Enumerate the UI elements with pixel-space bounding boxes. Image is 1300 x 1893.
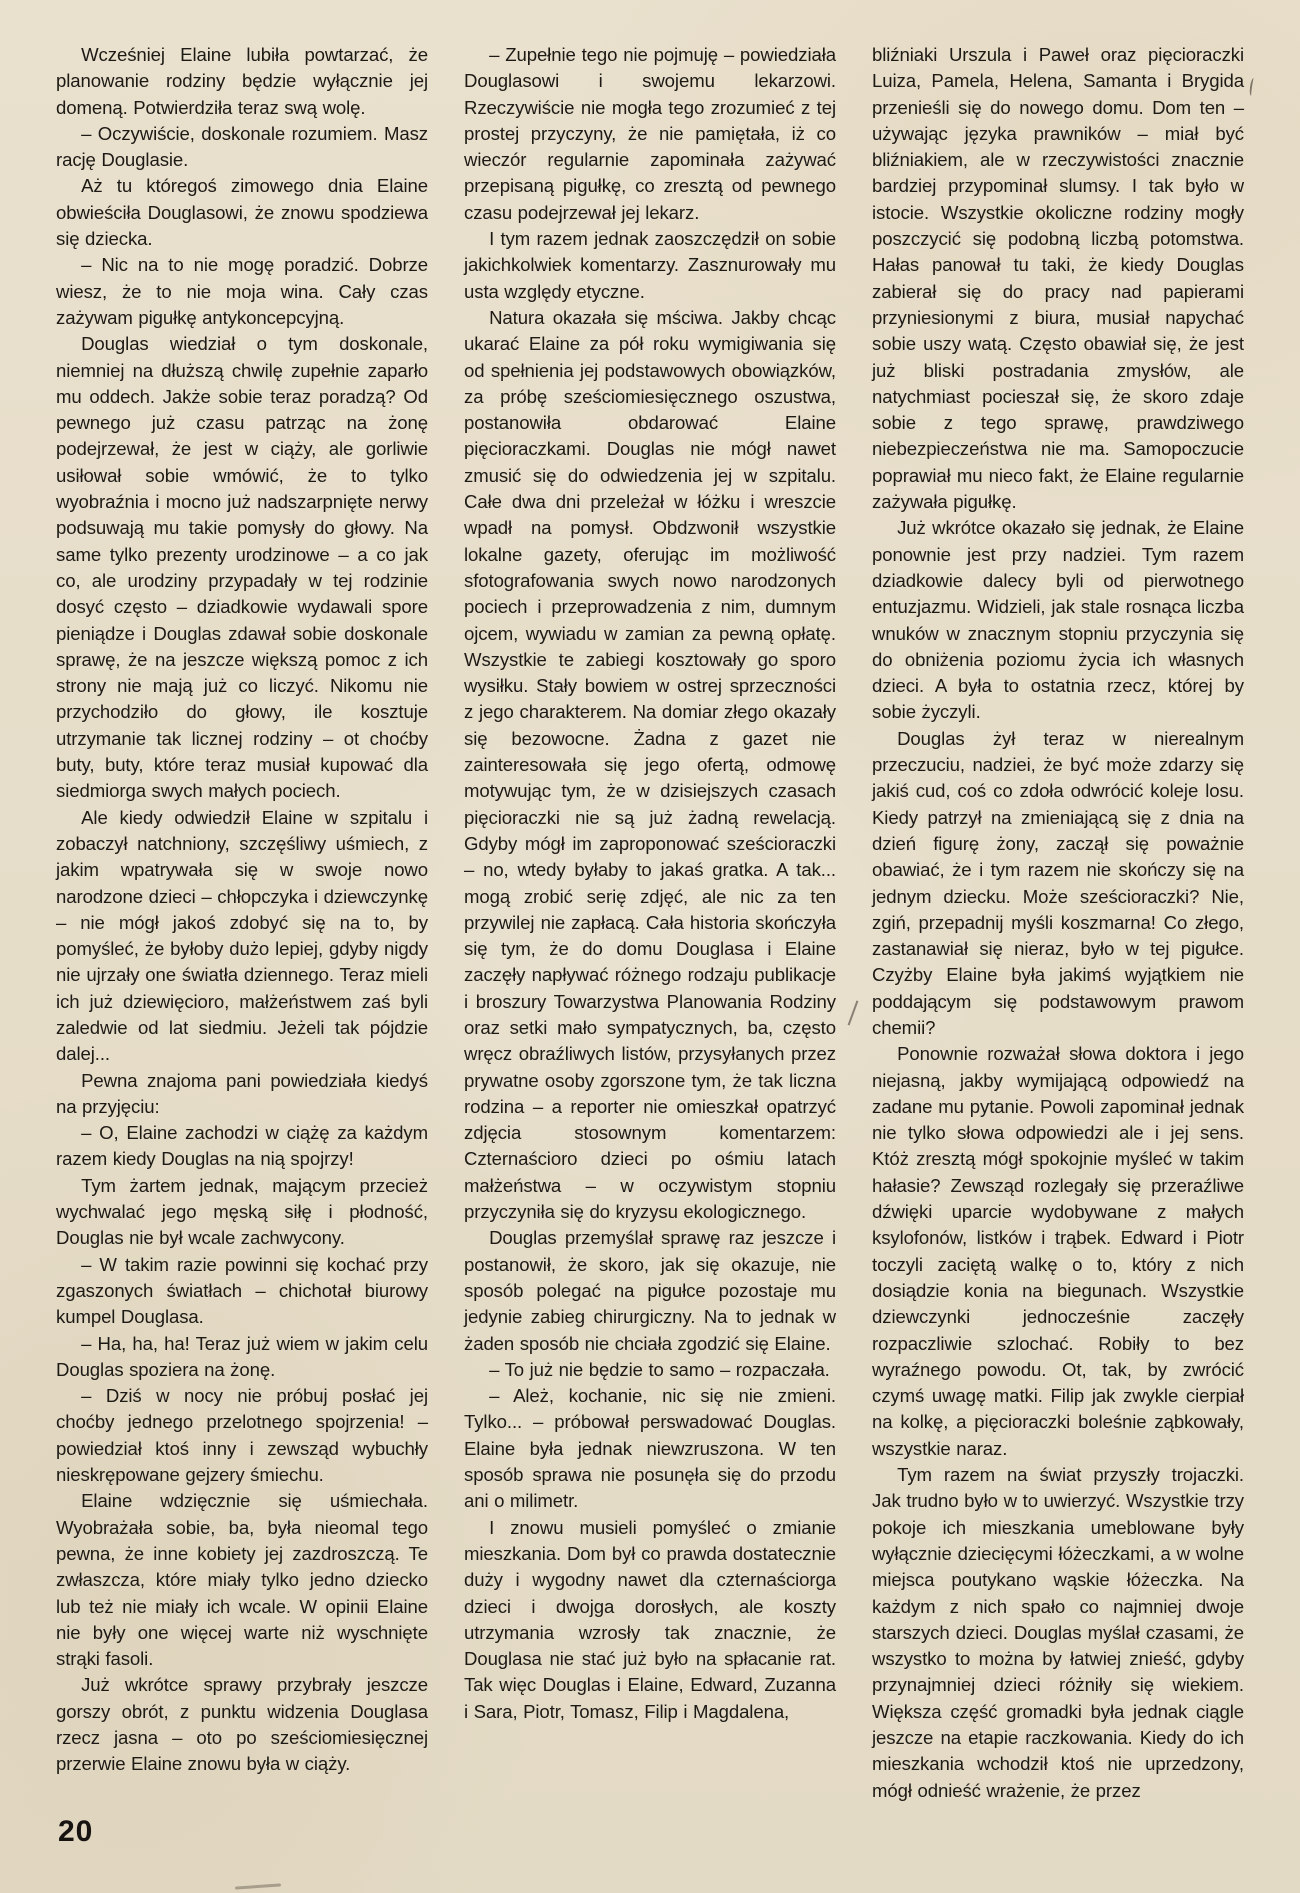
paragraph: – Zupełnie tego nie pojmuję – powiedziała Douglasowi i swojemu lekarzowi. Rzeczywiście nie mogła tego zrozumieć z tej prostej przyczyny, że nie pamiętała, iż co wieczór regularnie zapominała zażywać przepisaną pigułkę, co zresztą od pewnego czasu podejrzewał jej lekarz.	[464, 44, 836, 223]
text-columns	[56, 42, 1244, 1804]
paragraph: – Oczywiście, doskonale rozumiem. Masz rację Douglasie.	[56, 122, 428, 171]
paragraph: I znowu musieli pomyśleć o zmianie mieszkania. Dom był co prawda dostatecznie duży i wygodny nawet dla czternaściorga dzieci i dwojga dorosłych, ale koszty utrzymania wzrosły tak znacznie, że Douglasa nie stać już było na spłacanie rat. Tak więc Douglas i Elaine, Edward, Zuzanna i Sara, Piotr, Tomasz, Filip i Magdalena,	[464, 1516, 836, 1722]
text-column-1	[56, 42, 428, 1804]
paragraph: Tym razem na świat przyszły trojaczki. Jak trudno było w to uwierzyć. Wszystkie trzy pokoje ich mieszkania umeblowane były wyłącznie dziecięcymi łóżeczkami, a w wolne miejsca poutykano wąskie łóżeczka. Na każdym z nich spało co najmniej dwoje starszych dzieci. Douglas myślał czasami, że wszystko to można by łatwiej znieść, gdyby przynajmniej dzieci różniły się wiekiem. Większa część gromadki była jednak ciągle jeszcze na etapie raczkowania. Kiedy do ich mieszkania wchodził ktoś nie uprzedzony, mógł odnieść wrażenie, że przez	[872, 1464, 1244, 1801]
paragraph: – Nic na to nie mogę poradzić. Dobrze wiesz, że to nie moja wina. Cały czas zażywam pigułkę antykoncepcyjną.	[56, 254, 428, 328]
paragraph: Aż tu któregoś zimowego dnia Elaine obwieściła Douglasowi, że znowu spodziewa się dziecka.	[56, 175, 428, 250]
paragraph: – To już nie będzie to samo – rozpaczała.	[489, 1358, 830, 1380]
paragraph: Elaine wdzięcznie się uśmiechała. Wyobrażała sobie, ba, była nieomal tego pewna, że inne kobiety jej zazdroszczą. Te zwłaszcza, które miały tylko jedno dziecko lub też nie miały ich wcale. W opinii Elaine nie były one więcej warte niż wyschnięte strąki fasoli.	[56, 1490, 428, 1670]
paragraph: bliźniaki Urszula i Paweł oraz pięcioraczki Luiza, Pamela, Helena, Samanta i Brygida przenieśli się do nowego domu. Dom ten – używając języka prawników – miał być bliźniakiem, ale w rzeczywistości znacznie bardziej przypominał slumsy. I tak było w istocie. Wszystkie okoliczne rodziny mogły poszczycić się podobną liczbą potomstwa. Hałas panował tu taki, że kiedy Douglas zabierał się do pracy nad papierami przyniesionymi z biura, musiał napychać sobie uszy watą. Często obawiał się, że jest już bliski postradania zmysłów, ale natychmiast pocieszał się, że skoro zdaje sobie z tego sprawę, prawdziwego niebezpieczeństwa nie ma. Samopoczucie poprawiał mu nieco fakt, że Elaine regularnie zażywała pigułkę.	[872, 44, 1244, 513]
paragraph: – Dziś w nocy nie próbuj posłać jej choćby jednego przelotnego spojrzenia! – powiedział ktoś inny i zewsząd wybuchły nieskrępowane gejzery śmiechu.	[56, 1385, 428, 1486]
paragraph: Ponownie rozważał słowa doktora i jego niejasną, jakby wymijającą odpowiedź na zadane mu pytanie. Powoli zapominał jednak nie tylko słowa odpowiedzi ale i jej sens. Któż zresztą mógł spokojnie myśleć w takim hałasie? Zewsząd rozlegały się przeraźliwe dźwięki uparcie wydobywane z małych ksylofonów, listków i trąbek. Edward i Piotr toczyli zaciętą walkę o to, który z nich dosiądzie konia na biegunach. Wszystkie dziewczynki jednocześnie zaczęły rozpaczliwie szlochać. Robiły to bez wyraźnego powodu. Ot, tak, by zwrócić czymś uwagę matki. Filip jak zwykle cierpiał na kolkę, a pięcioraczki boleśnie ząbkowały, wszystkie naraz.	[872, 1043, 1244, 1459]
paragraph: Ale kiedy odwiedził Elaine w szpitalu i zobaczył natchniony, szczęśliwy uśmiech, z jakim wpatrywała się w swoje nowo narodzone dzieci – chłopczyka i dziewczynkę – nie mógł jakoś zdobyć się na to, by pomyśleć, że byłoby dużo lepiej, gdyby nigdy nie ujrzały one światła dziennego. Teraz mieli ich już dziewięcioro, małżeństwem zaś byli zaledwie od lat siedmiu. Jeżeli tak pójdzie dalej...	[56, 806, 428, 1065]
text-column-2	[464, 42, 836, 1804]
paragraph: Tym żartem jednak, mającym przecież wychwalać jego męską siłę i płodność, Douglas nie był wcale zachwycony.	[56, 1174, 428, 1249]
paragraph: Douglas wiedział o tym doskonale, niemniej na dłuższą chwilę zupełnie zaparło mu oddech. Jakże sobie teraz poradzą? Od pewnego już czasu patrząc na żonę podejrzewał, że jest w ciąży, ale gorliwie usiłował sobie wmówić, że to tylko wyobraźnia i mocno już nadszarpnięte nerwy podsuwają mu takie pomysły do głowy. Na same tylko prezenty urodzinowe – a co jak co, ale urodziny przypadały w tej rodzinie dosyć często – dziadkowie wydawali spore pieniądze i Douglas zdawał sobie doskonale sprawę, że na jeszcze większą pomoc z ich strony nie mają już co liczyć. Nikomu nie przychodziło do głowy, ile kosztuje utrzymanie tak licznej rodziny – ot choćby buty, buty, które teraz musiał kupować dla siedmiorga swych małych pociech.	[56, 333, 428, 802]
paragraph: Już wkrótce okazało się jednak, że Elaine ponownie jest przy nadziei. Tym razem dziadkowie dalecy byli od pierwotnego entuzjazmu. Widzieli, jak stale rosnąca liczba wnuków w znacznym stopniu przyczynia się do obniżenia poziomu życia ich własnych dzieci. A była to ostatnia rzecz, której by sobie życzyli.	[872, 517, 1244, 723]
paragraph: I tym razem jednak zaoszczędził on sobie jakichkolwiek komentarzy. Zasznurowały mu usta względy etyczne.	[464, 228, 836, 302]
scan-artifact	[235, 1883, 281, 1889]
paragraph: – O, Elaine zachodzi w ciążę za każdym razem kiedy Douglas na nią spojrzy!	[56, 1122, 428, 1170]
text-column-3	[872, 42, 1244, 1804]
scan-artifact	[1249, 78, 1256, 97]
paragraph: – Ależ, kochanie, nic się nie zmieni. Tylko... – próbował perswadować Douglas. Elaine była jednak niewzruszona. W ten sposób sprawa nie posunęła się do przodu ani o milimetr.	[464, 1385, 836, 1512]
paragraph: Douglas żył teraz w nierealnym przeczuciu, nadziei, że być może zdarzy się jakiś cud, coś co zdoła odwrócić koleje losu. Kiedy patrzył na zmieniającą się z dnia na dzień figurę żony, zaczął się poważnie obawiać, że i tym razem nie skończy się na jednym dziecku. Może sześcioraczki? Nie, zgiń, przepadnij myśli koszmarna! Co złego, zastanawiał się nieraz, było w tej pigułce. Czyżby Elaine była jakimś wyjątkiem nie poddającym się podstawowym prawom chemii?	[872, 727, 1244, 1038]
paragraph: Douglas przemyślał sprawę raz jeszcze i postanowił, że skoro, jak się okazuje, nie sposób polegać na pigułce pozostaje mu jedynie zabieg chirurgiczny. Na to jednak w żaden sposób nie chciała zgodzić się Elaine.	[464, 1227, 836, 1354]
paragraph: – Ha, ha, ha! Teraz już wiem w jakim celu Douglas spoziera na żonę.	[56, 1332, 428, 1380]
paragraph: Pewna znajoma pani powiedziała kiedyś na przyjęciu:	[56, 1069, 428, 1117]
paragraph: – W takim razie powinni się kochać przy zgaszonych światłach – chichotał biurowy kumpel Douglasa.	[56, 1253, 428, 1328]
page-number: 20	[58, 1815, 94, 1848]
paragraph: Już wkrótce sprawy przybrały jeszcze gorszy obrót, z punktu widzenia Douglasa rzecz jasna – oto po sześciomiesięcznej przerwie Elaine znowu była w ciąży.	[56, 1674, 428, 1775]
paragraph: Natura okazała się mściwa. Jakby chcąc ukarać Elaine za pół roku wymigiwania się od spełnienia jej podstawowych obowiązków, za próbę sześciomiesięcznego oszustwa, postanowiła obdarować Elaine pięcioraczkami. Douglas nie mógł nawet zmusić się do odwiedzenia jej w szpitalu. Całe dwa dni przeleżał w łóżku i wreszcie wpadł na pomysł. Obdzwonił wszystkie lokalne gazety, oferując im możliwość sfotografowania swych nowo narodzonych pociech i przeprowadzenia z nim, dumnym ojcem, wywiadu w zamian za pewną opłatę. Wszystkie te zabiegi kosztowały go sporo wysiłku. Stały bowiem w ostrej sprzeczności z jego charakterem. Na domiar złego okazały się bezowocne. Żadna z gazet nie zainteresowała się jego ofertą, odmowę motywując tym, że w dzisiejszych czasach pięcioraczki nie są już żadną rewelacją. Gdyby mógł im zaproponować sześcioraczki – no, wtedy byłaby to jakaś gratka. A tak... mogą zrobić serię zdjęć, ale nic za ten przywilej nie zapłacą. Cała historia skończyła się tym, że do domu Douglasa i Elaine zaczęły napływać różnego rodzaju publikacje i broszury Towarzystwa Planowania Rodziny oraz setki mało sympatycznych, ba, często wręcz obraźliwych listów, przysyłanych przez prywatne osoby zgorszone tym, że tak liczna rodzina – a reporter nie omieszkał opatrzyć zdjęcia stosownym komentarzem: Czternaścioro dzieci po ośmiu latach małżeństwa – w oczywistym stopniu przyczyniła się do kryzysu ekologicznego.	[464, 306, 836, 1223]
paragraph: Wcześniej Elaine lubiła powtarzać, że planowanie rodziny będzie wyłącznie jej domeną. Potwierdziła teraz swą wolę.	[56, 44, 428, 118]
